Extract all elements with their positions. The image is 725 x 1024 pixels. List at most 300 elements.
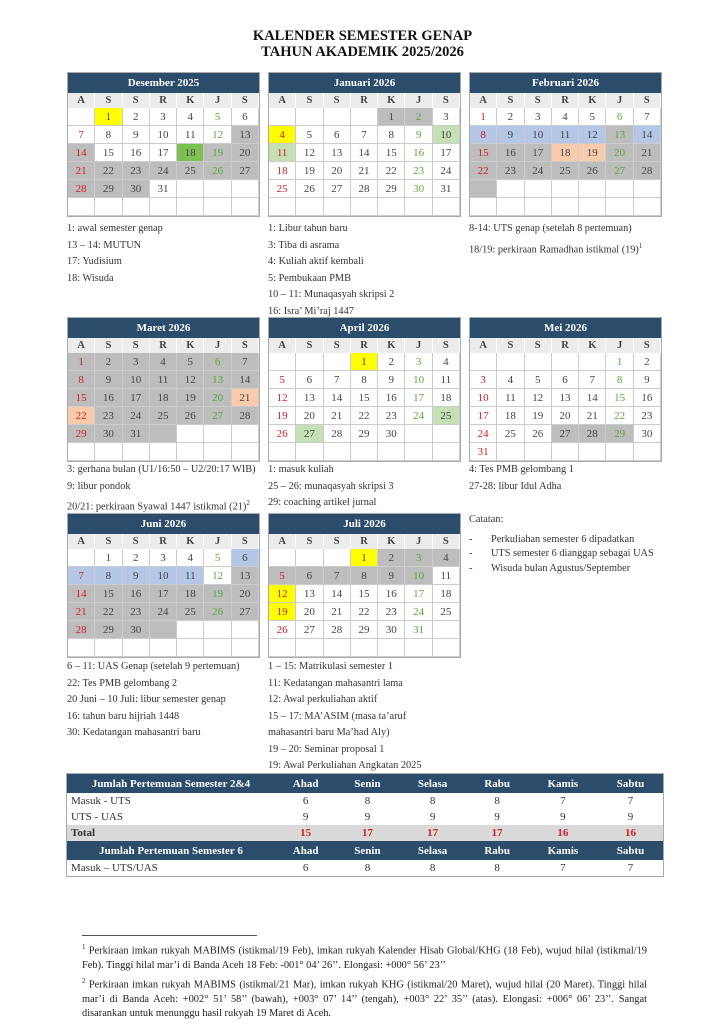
date-cell: 19	[579, 144, 606, 162]
date-cell: 1	[470, 108, 497, 126]
date-cell: 20	[552, 407, 579, 425]
note-text: 15 – 17: MA’ASIM (masa ta’aruf	[268, 710, 407, 722]
date-cell: 19	[204, 144, 231, 162]
table-row	[67, 825, 664, 841]
note-item	[268, 287, 468, 304]
date-cell: 1	[95, 108, 122, 126]
calendar-grid	[269, 338, 460, 461]
date-cell: 22	[378, 162, 405, 180]
date-cell: 10	[150, 567, 177, 585]
date-cell: 22	[68, 407, 95, 425]
date-cell	[324, 639, 351, 657]
date-cell: 31	[405, 621, 432, 639]
note-item	[268, 271, 468, 288]
date-cell: 13	[296, 585, 323, 603]
notes-mei-2026	[469, 462, 669, 495]
note-text: 1 – 15: Matrikulasi semester 1	[268, 661, 393, 672]
date-cell	[351, 198, 378, 216]
date-cell	[123, 639, 150, 657]
date-cell: 15	[95, 144, 122, 162]
month-header: Maret 2026	[68, 318, 259, 338]
day-of-week-label: R	[351, 93, 378, 108]
calendar-juli-2026	[268, 513, 461, 658]
table-cell: 9	[494, 811, 500, 823]
table-cell: 8	[364, 862, 371, 874]
note-text: 16: tahun baru hijriah 1448	[67, 710, 180, 722]
note-text: 8-14: UTS genap (setelah 8 pertemuan)	[469, 223, 632, 234]
date-cell: 29	[95, 621, 122, 639]
date-cell: 5	[525, 371, 552, 389]
column-header: Jumlah Pertemuan Semester 6	[67, 841, 276, 860]
date-cell	[95, 443, 122, 461]
date-cell: 29	[351, 425, 378, 443]
date-cell: 18	[433, 389, 460, 407]
date-cell: 4	[269, 126, 296, 144]
date-cell: 31	[150, 180, 177, 198]
date-cell: 15	[470, 144, 497, 162]
date-cell	[324, 443, 351, 461]
date-cell: 22	[606, 407, 633, 425]
date-cell: 10	[470, 389, 497, 407]
date-cell: 5	[204, 549, 231, 567]
date-cell: 5	[579, 108, 606, 126]
date-cell: 23	[123, 603, 150, 621]
month-header: Juli 2026	[269, 514, 460, 534]
date-cell: 21	[634, 144, 661, 162]
date-cell	[405, 425, 432, 443]
date-cell: 9	[123, 567, 150, 585]
calendar-grid	[269, 93, 460, 216]
date-cell	[150, 639, 177, 657]
table-cell: 6	[302, 862, 309, 874]
date-cell	[378, 443, 405, 461]
day-of-week-label: S	[95, 93, 122, 108]
date-cell: 25	[177, 603, 204, 621]
column-header: Kamis	[528, 774, 598, 794]
date-cell: 7	[68, 567, 95, 585]
date-cell	[177, 621, 204, 639]
date-cell	[552, 443, 579, 461]
date-cell: 12	[525, 389, 552, 407]
date-cell	[378, 639, 405, 657]
date-cell: 2	[123, 108, 150, 126]
date-cell: 7	[351, 126, 378, 144]
date-cell: 27	[552, 425, 579, 443]
date-cell: 14	[68, 585, 95, 603]
date-cell	[351, 108, 378, 126]
date-cell: 10	[405, 371, 432, 389]
day-of-week-label: J	[204, 534, 231, 549]
day-of-week-label: K	[378, 338, 405, 353]
calendar-desember-2025	[67, 72, 260, 217]
title-line-1: KALENDER SEMESTER GENAP	[252, 28, 473, 44]
note-item	[67, 692, 267, 709]
date-cell	[269, 549, 296, 567]
date-cell	[232, 639, 259, 657]
date-cell: 26	[204, 603, 231, 621]
date-cell	[525, 353, 552, 371]
date-cell: 8	[95, 126, 122, 144]
date-cell: 1	[351, 353, 378, 371]
day-of-week-label: J	[405, 93, 432, 108]
note-item	[268, 692, 468, 709]
date-cell: 11	[433, 371, 460, 389]
date-cell: 27	[324, 180, 351, 198]
date-cell: 3	[405, 353, 432, 371]
note-text: 22: Tes PMB gelombang 2	[67, 677, 178, 689]
date-cell	[433, 639, 460, 657]
date-cell: 15	[95, 585, 122, 603]
calendar-april-2026	[268, 317, 461, 462]
table-cell: 8	[494, 862, 500, 874]
date-cell: 13	[606, 126, 633, 144]
date-cell: 11	[177, 126, 204, 144]
date-cell: 24	[470, 425, 497, 443]
date-cell: 21	[579, 407, 606, 425]
footnote-ref: 1	[638, 241, 643, 250]
date-cell	[269, 198, 296, 216]
date-cell	[150, 443, 177, 461]
date-cell: 9	[405, 126, 432, 144]
date-cell	[324, 549, 351, 567]
day-of-week-label: S	[324, 534, 351, 549]
date-cell: 12	[204, 567, 231, 585]
catatan-text: UTS semester 6 dianggap sebagai UAS	[491, 548, 654, 559]
date-cell: 5	[296, 126, 323, 144]
table-cell: 9	[429, 811, 436, 823]
date-cell: 27	[204, 407, 231, 425]
date-cell: 20	[232, 144, 259, 162]
note-text: 4: Kuliah aktif kembali	[268, 256, 364, 267]
date-cell: 16	[95, 389, 122, 407]
note-item	[67, 725, 267, 742]
date-cell: 11	[177, 567, 204, 585]
date-cell: 28	[324, 621, 351, 639]
notes-juni-2026	[67, 659, 267, 742]
footnotes	[82, 940, 647, 1022]
date-cell: 22	[95, 603, 122, 621]
day-of-week-label: S	[123, 338, 150, 353]
column-header: Senin	[336, 774, 398, 794]
date-cell: 2	[634, 353, 661, 371]
date-cell: 26	[525, 425, 552, 443]
note-item	[268, 725, 468, 742]
footnote-2	[82, 974, 647, 1022]
date-cell	[296, 353, 323, 371]
table-cell: 16	[598, 825, 664, 841]
date-cell: 4	[150, 353, 177, 371]
column-header: Kamis	[528, 841, 598, 860]
day-of-week-label: A	[470, 338, 497, 353]
date-cell: 3	[433, 108, 460, 126]
date-cell	[204, 425, 231, 443]
date-cell: 17	[470, 407, 497, 425]
note-item	[469, 238, 669, 259]
note-text: 9: libur pondok	[67, 480, 131, 492]
date-cell	[497, 353, 524, 371]
date-cell: 17	[433, 144, 460, 162]
date-cell: 15	[606, 389, 633, 407]
date-cell: 23	[123, 162, 150, 180]
note-text: 25 – 26: munaqasyah skripsi 3	[268, 480, 394, 492]
date-cell	[296, 108, 323, 126]
date-cell: 25	[433, 407, 460, 425]
date-cell: 30	[378, 621, 405, 639]
date-cell: 19	[525, 407, 552, 425]
date-cell: 1	[68, 353, 95, 371]
column-header: Ahad	[275, 774, 336, 794]
date-cell: 16	[405, 144, 432, 162]
date-cell: 22	[95, 162, 122, 180]
date-cell	[405, 198, 432, 216]
note-item	[67, 254, 267, 271]
note-item	[469, 221, 669, 238]
date-cell	[269, 108, 296, 126]
note-text: 6 – 11: UAS Genap (setelah 9 pertemuan)	[67, 661, 240, 672]
column-header: Rabu	[467, 774, 528, 794]
note-item	[268, 221, 468, 238]
date-cell	[204, 443, 231, 461]
note-text: 18/19: perkiraan Ramadhan istikmal (19)	[469, 243, 639, 255]
date-cell	[204, 180, 231, 198]
day-of-week-label: A	[68, 93, 95, 108]
day-of-week-label: A	[269, 338, 296, 353]
note-item	[268, 254, 468, 271]
column-header: Jumlah Pertemuan Semester 2&4	[67, 774, 276, 794]
date-cell: 8	[470, 126, 497, 144]
column-header: Senin	[336, 841, 398, 860]
note-text: 10 – 11: Munaqasyah skripsi 2	[268, 289, 395, 300]
note-text: 19 – 20: Seminar proposal 1	[268, 743, 385, 755]
date-cell	[497, 180, 524, 198]
table-cell: 15	[275, 825, 336, 841]
day-of-week-label: S	[433, 534, 460, 549]
date-cell: 21	[324, 603, 351, 621]
table-row	[67, 860, 664, 877]
date-cell: 31	[123, 425, 150, 443]
table-cell: 7	[627, 862, 634, 874]
calendar-mei-2026	[469, 317, 662, 462]
date-cell	[433, 621, 460, 639]
date-cell: 13	[232, 126, 259, 144]
date-cell: 29	[351, 621, 378, 639]
date-cell: 6	[232, 549, 259, 567]
date-cell: 23	[405, 162, 432, 180]
date-cell: 31	[470, 443, 497, 461]
date-cell	[405, 443, 432, 461]
date-cell	[177, 443, 204, 461]
date-cell: 28	[579, 425, 606, 443]
date-cell: 20	[232, 585, 259, 603]
day-of-week-label: A	[68, 534, 95, 549]
date-cell: 1	[378, 108, 405, 126]
day-of-week-label: S	[433, 93, 460, 108]
catatan-text: Wisuda bulan Agustus/September	[491, 562, 631, 574]
date-cell: 24	[150, 162, 177, 180]
date-cell: 7	[634, 108, 661, 126]
day-of-week-label: R	[150, 93, 177, 108]
note-text: 19: Awal Perkuliahan Angkatan 2025	[268, 760, 422, 771]
catatan-block	[469, 513, 654, 576]
date-cell	[177, 425, 204, 443]
date-cell: 28	[68, 180, 95, 198]
date-cell: 12	[177, 371, 204, 389]
day-of-week-label: S	[497, 93, 524, 108]
date-cell: 8	[606, 371, 633, 389]
catatan-item: - Wisuda bulan Agustus/September	[469, 562, 631, 574]
date-cell: 5	[204, 108, 231, 126]
date-cell: 21	[232, 389, 259, 407]
date-cell	[606, 180, 633, 198]
notes-januari-2026	[268, 221, 468, 320]
table-cell: 8	[364, 795, 371, 807]
month-header: Januari 2026	[269, 73, 460, 93]
note-item	[67, 659, 267, 676]
table-cell: 7	[560, 795, 566, 807]
date-cell	[232, 443, 259, 461]
date-cell: 22	[470, 162, 497, 180]
date-cell: 1	[606, 353, 633, 371]
date-cell	[525, 180, 552, 198]
date-cell: 15	[68, 389, 95, 407]
date-cell: 30	[405, 180, 432, 198]
date-cell: 18	[497, 407, 524, 425]
date-cell: 2	[123, 549, 150, 567]
date-cell	[68, 108, 95, 126]
date-cell: 23	[497, 162, 524, 180]
table-cell: 6	[302, 795, 309, 807]
calendar-grid	[470, 93, 661, 216]
date-cell	[123, 443, 150, 461]
note-item	[268, 676, 468, 693]
date-cell: 14	[351, 144, 378, 162]
date-cell: 30	[95, 425, 122, 443]
date-cell	[433, 198, 460, 216]
date-cell: 23	[378, 407, 405, 425]
note-text: mahasantri baru Ma’had Aly)	[268, 727, 390, 738]
date-cell	[177, 639, 204, 657]
date-cell	[296, 549, 323, 567]
date-cell: 25	[497, 425, 524, 443]
date-cell	[150, 621, 177, 639]
date-cell: 8	[351, 567, 378, 585]
day-of-week-label: S	[634, 93, 661, 108]
table-cell: 9	[560, 811, 566, 823]
catatan-text: Perkuliahan semester 6 dipadatkan	[491, 533, 635, 545]
date-cell	[232, 425, 259, 443]
day-of-week-label: R	[150, 338, 177, 353]
catatan-item: - UTS semester 6 dianggap sebagai UAS	[469, 548, 654, 559]
day-of-week-label: R	[351, 338, 378, 353]
date-cell: 17	[525, 144, 552, 162]
day-of-week-label: S	[525, 93, 552, 108]
table-cell: UTS - UAS	[71, 811, 123, 823]
date-cell	[204, 621, 231, 639]
date-cell	[150, 425, 177, 443]
date-cell: 5	[177, 353, 204, 371]
column-header: Sabtu	[598, 841, 664, 860]
date-cell	[204, 639, 231, 657]
date-cell	[296, 443, 323, 461]
note-text: 27-28: libur Idul Adha	[469, 480, 562, 492]
date-cell	[68, 549, 95, 567]
date-cell	[95, 198, 122, 216]
note-text: 1: masuk kuliah	[268, 464, 334, 475]
table-cell: 8	[494, 795, 500, 807]
day-of-week-label: K	[177, 93, 204, 108]
date-cell: 12	[269, 389, 296, 407]
day-of-week-label: S	[525, 338, 552, 353]
date-cell	[634, 198, 661, 216]
meeting-count-table	[66, 773, 664, 877]
date-cell: 2	[497, 108, 524, 126]
date-cell	[95, 639, 122, 657]
date-cell: 13	[324, 144, 351, 162]
date-cell: 28	[634, 162, 661, 180]
date-cell: 30	[634, 425, 661, 443]
day-of-week-label: A	[269, 534, 296, 549]
date-cell: 18	[433, 585, 460, 603]
footnote-text: Perkiraan imkan rukyah MABIMS (istikmal/19 Feb), imkan rukyah Kalender Hisab Global/KHG (18 Feb), wujud hilal (istikmal/19 Feb). Tinggi hilal mar’i di Banda Aceh 18 Feb: -001° 04’ 26’’. Elongasi: +000° 56’ 23’’	[82, 945, 647, 972]
date-cell: 2	[405, 108, 432, 126]
calendar-grid	[269, 534, 460, 657]
note-item	[67, 676, 267, 693]
date-cell: 7	[68, 126, 95, 144]
month-header: April 2026	[269, 318, 460, 338]
date-cell: 17	[405, 585, 432, 603]
date-cell: 1	[351, 549, 378, 567]
calendar-februari-2026	[469, 72, 662, 217]
date-cell: 6	[324, 126, 351, 144]
date-cell: 9	[123, 126, 150, 144]
date-cell	[232, 198, 259, 216]
day-of-week-label: S	[497, 338, 524, 353]
date-cell: 26	[269, 425, 296, 443]
date-cell	[324, 108, 351, 126]
date-cell: 22	[351, 407, 378, 425]
column-header: Rabu	[467, 841, 528, 860]
note-item	[268, 709, 468, 726]
day-of-week-label: K	[378, 534, 405, 549]
notes-desember-2025	[67, 221, 267, 287]
date-cell: 11	[433, 567, 460, 585]
date-cell: 10	[150, 126, 177, 144]
date-cell: 19	[296, 162, 323, 180]
day-of-week-label: A	[269, 93, 296, 108]
date-cell: 3	[525, 108, 552, 126]
date-cell: 20	[296, 603, 323, 621]
date-cell: 8	[68, 371, 95, 389]
note-item	[268, 462, 468, 479]
day-of-week-label: S	[324, 338, 351, 353]
date-cell: 12	[204, 126, 231, 144]
calendar-grid	[68, 534, 259, 657]
table-cell: 8	[429, 862, 436, 874]
day-of-week-label: S	[123, 534, 150, 549]
date-cell: 14	[324, 585, 351, 603]
date-cell	[525, 198, 552, 216]
note-text: 20/21: perkiraan Syawal 1447 istikmal (21)	[67, 501, 247, 513]
date-cell: 3	[123, 353, 150, 371]
date-cell: 20	[204, 389, 231, 407]
date-cell: 29	[68, 425, 95, 443]
date-cell	[177, 180, 204, 198]
date-cell: 11	[269, 144, 296, 162]
date-cell: 5	[269, 371, 296, 389]
notes-juli-2026	[268, 659, 468, 775]
date-cell: 2	[378, 549, 405, 567]
date-cell: 28	[232, 407, 259, 425]
